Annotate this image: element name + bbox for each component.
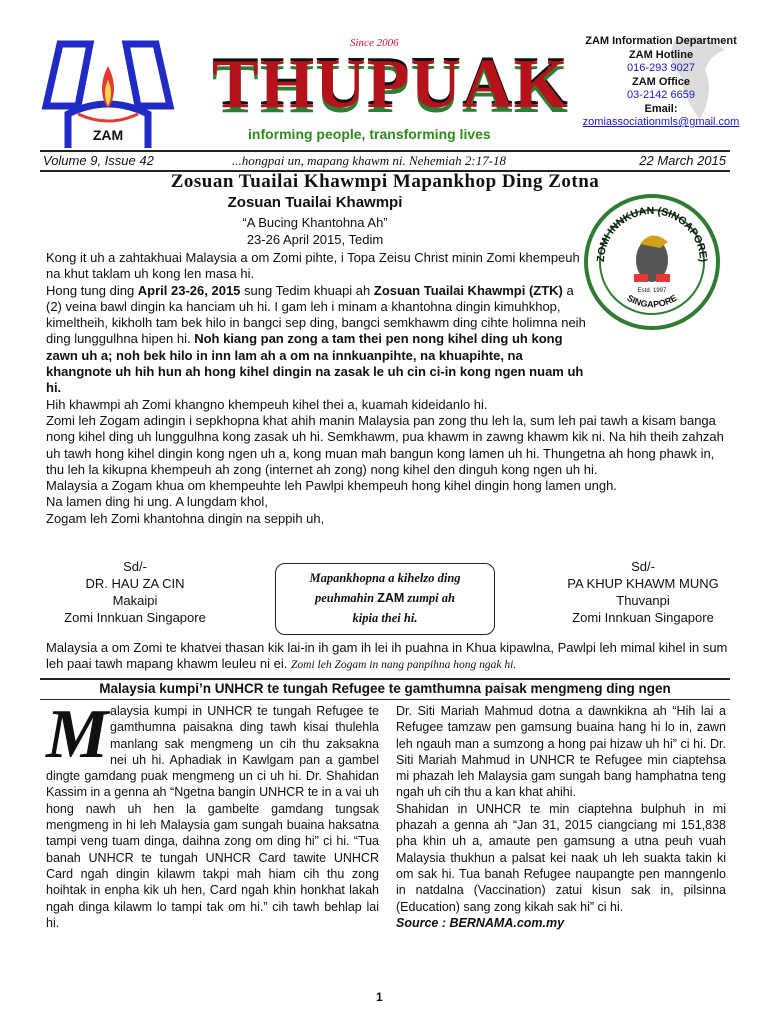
zam-logo — [38, 36, 178, 154]
email-link[interactable]: zomiassociationmls@gmail.com — [582, 116, 740, 128]
paragraph-signoff: Zogam leh Zomi khantohna dingin na seppih uh, — [46, 510, 325, 526]
office-label: ZAM Office — [631, 75, 691, 88]
logo-text: ZAM — [92, 127, 124, 143]
closing-paragraph: Malaysia a om Zomi te khatvei thasan kik lai-in ih gam ih lei ih puahna in Khua kipawlna, Pawlpi leh mimal kihel in sum leh paai tawh mapang khawm leuleu ni ei. Zomi leh Zogam in nang panpihna hong ngak hi. — [46, 640, 728, 672]
contact-info — [566, 35, 756, 130]
article-invitation — [46, 250, 730, 527]
hotline-label: ZAM Hotline — [628, 48, 694, 61]
email-label: Email: — [644, 102, 678, 115]
divider — [40, 678, 730, 680]
article2-headline: Malaysia kumpi’n UNHCR te tungah Refugee te gamthumna paisak mengmeng ding ngen — [99, 681, 671, 696]
divider — [40, 699, 730, 700]
page-number: 1 — [376, 990, 383, 1004]
bible-verse: ...hongpai un, mapang khawm ni. Nehemiah 2:17-18 — [232, 153, 507, 168]
note-box: Mapankhopna a kihelzo ding peuhmahin ZAM zumpi ah kipia thei hi. — [275, 563, 495, 635]
paragraph-greeting: Kong it uh a zahtakhuai Malaysia a om Zomi pihte, i Topa Zeisu Christ minin Zomi khempeuh na khut taklam uh kong len masa hi. — [46, 250, 580, 282]
seal-estd: Estd. 1997 — [637, 288, 667, 294]
article2-left-column: M alaysia kumpi in UNHCR te tungah Refugee te gamthumna paisakna ding tawh kisai thulehla manlang sak mengmeng un cih thu zaksakna nei uh hi. Aphadiak in Kawlgam pan a gambel dingte gamdang puak mengmeng un ci uh hi. Dr. Shahidan Kassim in a genna ah “Ngetna bangin UNHCR te in a vai uh hong nawh uh hen la gambelte gamdang tungsak mengmeng in hi leh Malaysia gam sungah buaina haksatna tampi veng tuam dinga, daihna zong om ding hi” ci hi. “Tua banah UNHCR te tungah UNHCR Card tawite UNHCR Card ngah dingin kilawm takpi mah hiam cih thu zong hoihtak in enpha kik uh hen, Card ngah khin honkhat lakah ngah dinga kilawm lo tampi tak om hi.” cih tawh behlap lai hi. — [46, 696, 379, 930]
volume-issue: Volume 9, Issue 42 — [43, 153, 154, 168]
drop-cap: M — [46, 696, 109, 773]
paragraph-appeal: Zomi leh Zogam adingin i sepkhopna khat ahih manin Malaysia pan zong thu leh la, sum leh pai tawh a kisam banga nong kihel ding uh lunggulhna kong zasak uh hi. Semkhawm, pua khawm in zawng khawm kik ni. Na hih theih zahzah uh tawh hong kihel dingin kong ngen uh a, kong muan mah bangun kong lamen uh hi. Thungetna ah hong phawk in, thu leh la kikupna khempeuh ah zong (internet ah zong) nong kihel den dinguh kong ngen uh hi. — [46, 412, 724, 477]
paragraph-thanks: Na lamen ding hi ung. A lungdam khol, — [46, 494, 268, 510]
signature-right: Sd/- PA KHUP KHAWM MUNG Thuvanpi Zomi Innkuan Singapore — [567, 559, 719, 625]
paragraph-churches: Malaysia a Zogam khua om khempeuhte leh Pawlpi khempeuh hong kihel dingin hong lamen ungh. — [46, 478, 617, 494]
paragraph-event: Hong tung ding April 23-26, 2015 sung Tedim khuapi ah Zosuan Tuailai Khawmpi (ZTK) a (2) veina bawl dingin ka hanciam uh hi. I gam leh i minam a khantohna dingin kimuhkhop, kimeltheih, kikholh tam bek hilo in bangci sep ding, bangci semkhawm ding cihte holimna neih ding lunggulhna hipen hi. Noh kiang pan zong a tam thei pen nong kihel ding uh kong zawn uh a; noh bek hilo in inn lam ah a om na innkuanpihte, na khuapihte, na khangnote uh hih hun ah hong kihel dingin na zasak le uh cin ci-in kong ngen nuam uh hi. — [46, 282, 586, 396]
issue-bar — [40, 150, 730, 172]
office-number[interactable]: 03-2142 6659 — [627, 89, 695, 101]
main-headline: Zosuan Tuailai Khawmpi Mapankhop Ding Zotna — [170, 171, 600, 192]
event-title: Zosuan Tuailai Khawmpi — [227, 194, 403, 211]
issue-date: 22 March 2015 — [639, 153, 726, 168]
event-subtitle: “A Bucing Khantohna Ah” — [242, 215, 388, 230]
slogan: informing people, transforming lives — [248, 126, 491, 142]
newspaper-title: THUPUAK — [212, 46, 569, 123]
info-department: ZAM Information Department — [585, 35, 737, 47]
event-date: 23-26 April 2015, Tedim — [246, 232, 384, 247]
article2-right-column: Dr. Siti Mariah Mahmud dotna a dawnkikna ah “Hih lai a Refugee tamzaw pen gamsung buaina hang hi lo in, zawn leh ngauh man a sumzong a hong pai hizaw uh hi” ci hi. Dr. Siti Mariah Mahmud in UNHCR te Refugee min ciaptehsa mi phazah leh Malaysia gam sungah bang hamphatna teng ngah uh cih thu a kan khat ahihi. Shahidan in UNHCR te min ciaptehna bulphuh in mi phazah a genna ah “Jan 31, 2015 ciangciang mi 151,838 pha khin uh a, amaute pen gamsung a utna peuh vuah Malaysia thukhun a palsat kei naak uh leh suakta takin ki om sak hi. Tua banah Refugee naupangte pen manngenlo in natdalna (Vaccination) zatui kisun sak in, pilsinna (Education) sang zong kikah sak hi” ci hi. Source : BERNAMA.com.my — [396, 704, 726, 930]
seal-bottom-text: SINGAPORE — [625, 292, 679, 310]
signature-left: Sd/- DR. HAU ZA CIN Makaipi Zomi Innkuan Singapore — [64, 559, 206, 625]
since-label: Since 2006 — [350, 37, 399, 49]
hotline-number[interactable]: 016-293 9027 — [627, 62, 695, 74]
source-credit: Source : BERNAMA.com.my — [396, 915, 565, 930]
closing-tagline: Zomi leh Zogam in nang panpihna hong ngak hi. — [291, 659, 517, 672]
paragraph-open: Hih khawmpi ah Zomi khangno khempeuh kihel thei a, kuamah kideidanlo hi. — [46, 396, 488, 412]
seal-top-text: ZOMI INNKUAN (SINGAPORE) — [594, 204, 710, 263]
